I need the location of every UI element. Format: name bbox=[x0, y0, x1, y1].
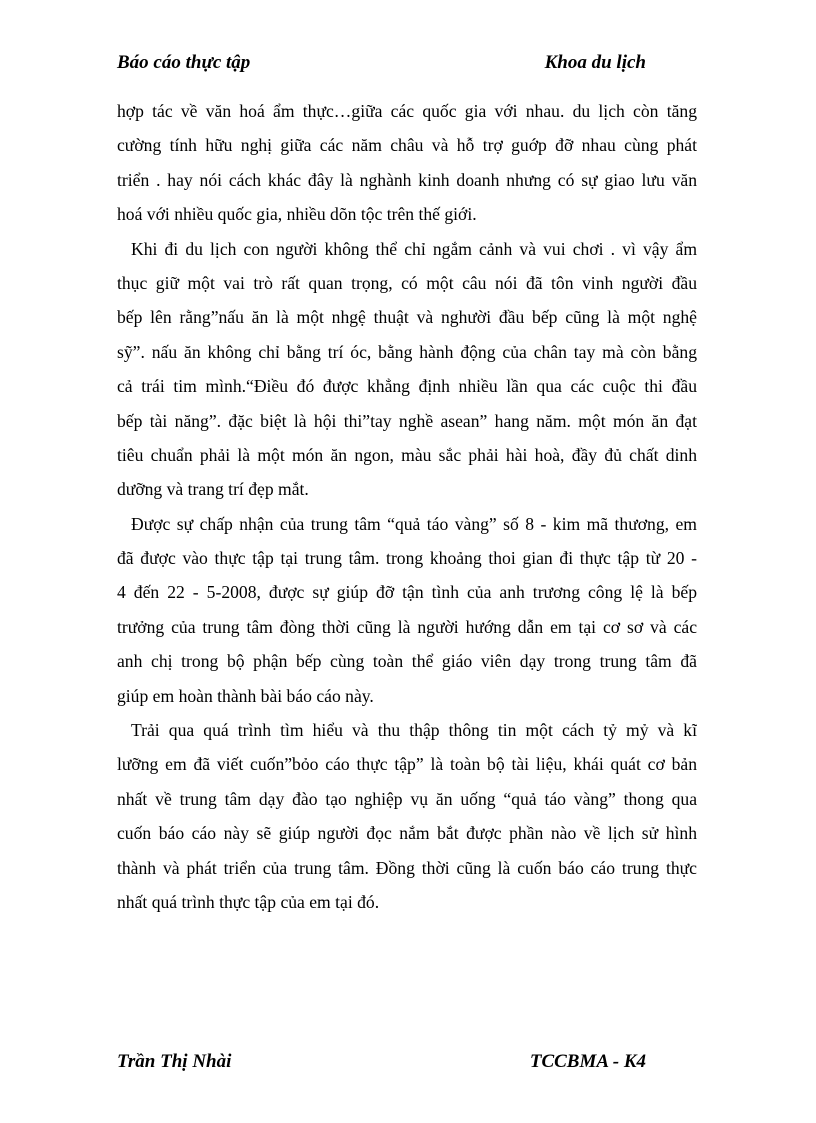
text-line: Được sự chấp nhận của trung tâm “quả táo vàng” số 8 - kim mã thương, em bbox=[131, 513, 697, 534]
text-line: cường tính hữu nghị giữa các năm châu và hỗ trợ guớp đỡ nhau cùng phát bbox=[117, 135, 697, 156]
text-line: dưỡng và trang trí đẹp mắt. bbox=[117, 479, 309, 500]
footer-class-code: TCCBMA - K4 bbox=[529, 1051, 646, 1072]
text-line: giúp em hoàn thành bài báo cáo này. bbox=[117, 685, 374, 706]
paragraph bbox=[117, 94, 697, 232]
text-line: Khi đi du lịch con người không thể chỉ ngắm cảnh và vui chơi . vì vậy ẩm bbox=[131, 238, 697, 259]
paragraph bbox=[117, 507, 697, 713]
paragraph bbox=[117, 232, 697, 507]
text-line: tiêu chuẩn phải là một món ăn ngon, màu sắc phải hài hoà, đầy đủ chất dinh bbox=[117, 444, 697, 465]
header-department: Khoa du lịch bbox=[544, 52, 646, 73]
text-line: nhất quá trình thực tập của em tại đó. bbox=[117, 891, 380, 912]
text-line: đã được vào thực tập tại trung tâm. trong khoảng thoi gian đi thực tập từ 20 - bbox=[117, 548, 697, 569]
text-line: cả trái tim mình.“Điều đó được khẳng định nhiều lần qua các cuộc thi đầu bbox=[117, 376, 697, 397]
text-line: sỹ”. nấu ăn không chỉ bằng trí óc, bằng hành động của chân tay mà còn bằng bbox=[117, 341, 697, 362]
text-line: hợp tác về văn hoá ẩm thực…giữa các quốc gia với nhau. du lịch còn tăng bbox=[117, 101, 697, 121]
text-line: anh chị trong bộ phận bếp cùng toàn thể giáo viên dạy trong trung tâm đã bbox=[117, 651, 697, 672]
text-line: nhất về trung tâm dạy đào tạo nghiệp vụ ăn uống “quả táo vàng” thong qua bbox=[117, 788, 697, 809]
text-line: trưởng của trung tâm đòng thời cũng là người hướng dẫn em tại cơ sơ và các bbox=[117, 616, 697, 637]
text-line: Trải qua quá trình tìm hiểu và thu thập thông tin một cách tỷ mỷ và kĩ bbox=[131, 720, 697, 741]
text-line: 4 đến 22 - 5-2008, được sự giúp đỡ tận tình của anh trương công lệ là bếp bbox=[117, 582, 697, 603]
text-line: hoá với nhiều quốc gia, nhiều dõn tộc trên thế giới. bbox=[117, 204, 477, 225]
text-line: bếp lên rằng”nấu ăn là một nhgệ thuật và nghười đầu bếp cũng là một nghệ bbox=[117, 307, 697, 328]
text-line: cuốn báo cáo này sẽ giúp người đọc nắm bắt được phần nào về lịch sử hình bbox=[117, 823, 697, 844]
body-text bbox=[117, 94, 697, 919]
text-line: bếp tài năng”. đặc biệt là hội thi”tay nghề asean” hang năm. một món ăn đạt bbox=[117, 410, 697, 431]
paragraph bbox=[117, 713, 697, 919]
text-line: triển . hay nói cách khác đây là nghành kinh doanh nhưng có sự giao lưu văn bbox=[117, 169, 697, 190]
text-line: thành và phát triển của trung tâm. Đồng thời cũng là cuốn báo cáo trung thực bbox=[117, 857, 697, 878]
header-report-title: Báo cáo thực tập bbox=[117, 52, 251, 73]
text-line: thục giữ một vai trò rất quan trọng, có một câu nói đã tôn vinh người đầu bbox=[117, 272, 697, 293]
text-line: lưỡng em đã viết cuốn”bỏo cáo thực tập” là toàn bộ tài liệu, khái quát cơ bản bbox=[117, 754, 697, 775]
footer-author: Trần Thị Nhài bbox=[117, 1051, 232, 1072]
